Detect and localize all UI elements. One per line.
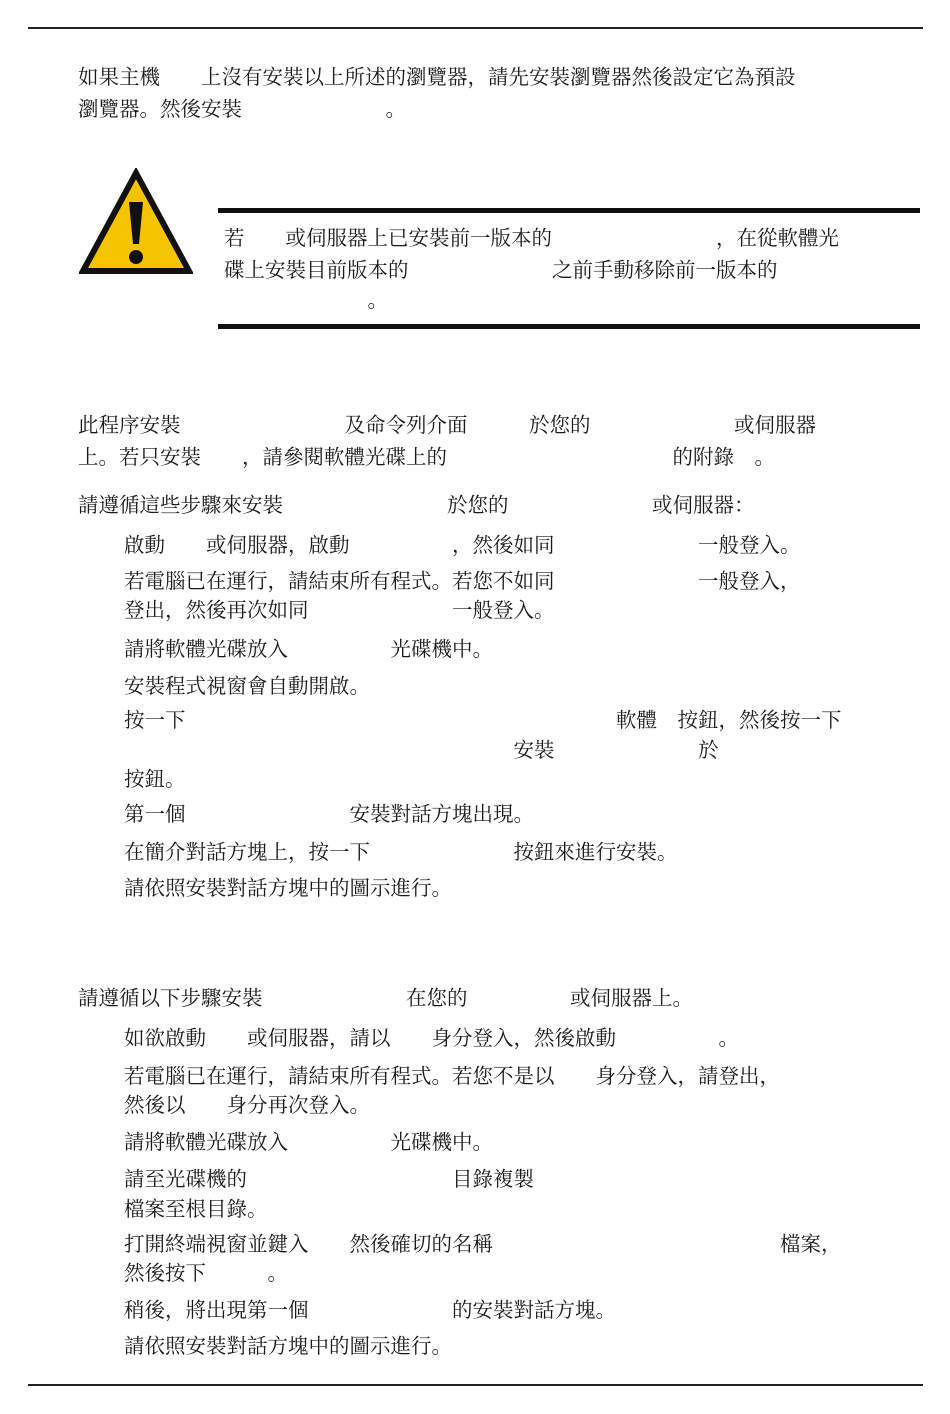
s1-para1-line1: 此程序安裝 及命令列介面 於您的 或伺服器 [78,413,816,437]
warning-line-1: 若 或伺服器上已安裝前一版本的 ，在從軟體光 [224,226,839,250]
s2-step5-line2: 然後按下 。 [124,1261,288,1285]
warning-top-rule [218,208,920,213]
s1-step2-line2: 登出，然後再次如同 一般登入。 [124,598,555,622]
s1-step7: 在簡介對話方塊上，按一下 按鈕來進行安裝。 [124,840,678,864]
s2-step2-line2: 然後以 身分再次登入。 [124,1093,370,1117]
s2-step4-line1: 請至光碟機的 目錄複製 [124,1167,534,1191]
s1-step5-line1: 按一下 軟體 按鈕，然後按一下 [124,708,842,732]
s1-step8: 請依照安裝對話方塊中的圖示進行。 [124,876,452,900]
s1-step5-line3: 按鈕。 [124,767,186,791]
s2-step2-line1: 若電腦已在運行，請結束所有程式。若您不是以 身分登入，請登出， [124,1064,780,1088]
warning-bottom-rule [218,324,920,329]
s1-step2-line1: 若電腦已在運行，請結束所有程式。若您不如同 一般登入， [124,569,801,593]
s2-step6: 稍後，將出現第一個 的安裝對話方塊。 [124,1298,616,1322]
s1-step4: 安裝程式視窗會自動開啟。 [124,674,370,698]
s2-step3: 請將軟體光碟放入 光碟機中。 [124,1130,493,1154]
s1-step1: 啟動 或伺服器，啟動 ，然後如同 一般登入。 [124,533,801,557]
s1-step6: 第一個 安裝對話方塊出現。 [124,802,534,826]
top-rule [28,27,923,29]
intro-line-2: 瀏覽器。然後安裝 。 [78,97,406,121]
warning-triangle-icon [79,168,193,276]
s2-step7: 請依照安裝對話方塊中的圖示進行。 [124,1334,452,1358]
s1-step5-line2: 安裝 於 [124,738,719,762]
s1-step3: 請將軟體光碟放入 光碟機中。 [124,637,493,661]
s1-para2: 請遵循這些步驟來安裝 於您的 或伺服器： [78,493,755,517]
s2-para1: 請遵循以下步驟安裝 在您的 或伺服器上。 [78,986,693,1010]
intro-line-1: 如果主機 上沒有安裝以上所述的瀏覽器，請先安裝瀏覽器然後設定它為預設 [78,65,796,89]
s1-para1-line2: 上。若只安裝 ，請參閱軟體光碟上的 的附錄 。 [78,445,775,469]
warning-line-3: 。 [224,288,388,312]
s2-step1: 如欲啟動 或伺服器，請以 身分登入，然後啟動 。 [124,1026,739,1050]
bottom-rule [28,1384,923,1386]
warning-line-2: 碟上安裝目前版本的 之前手動移除前一版本的 [224,258,778,282]
s2-step4-line2: 檔案至根目錄。 [124,1197,268,1221]
s2-step5-line1: 打開終端視窗並鍵入 然後確切的名稱 檔案， [124,1232,842,1256]
